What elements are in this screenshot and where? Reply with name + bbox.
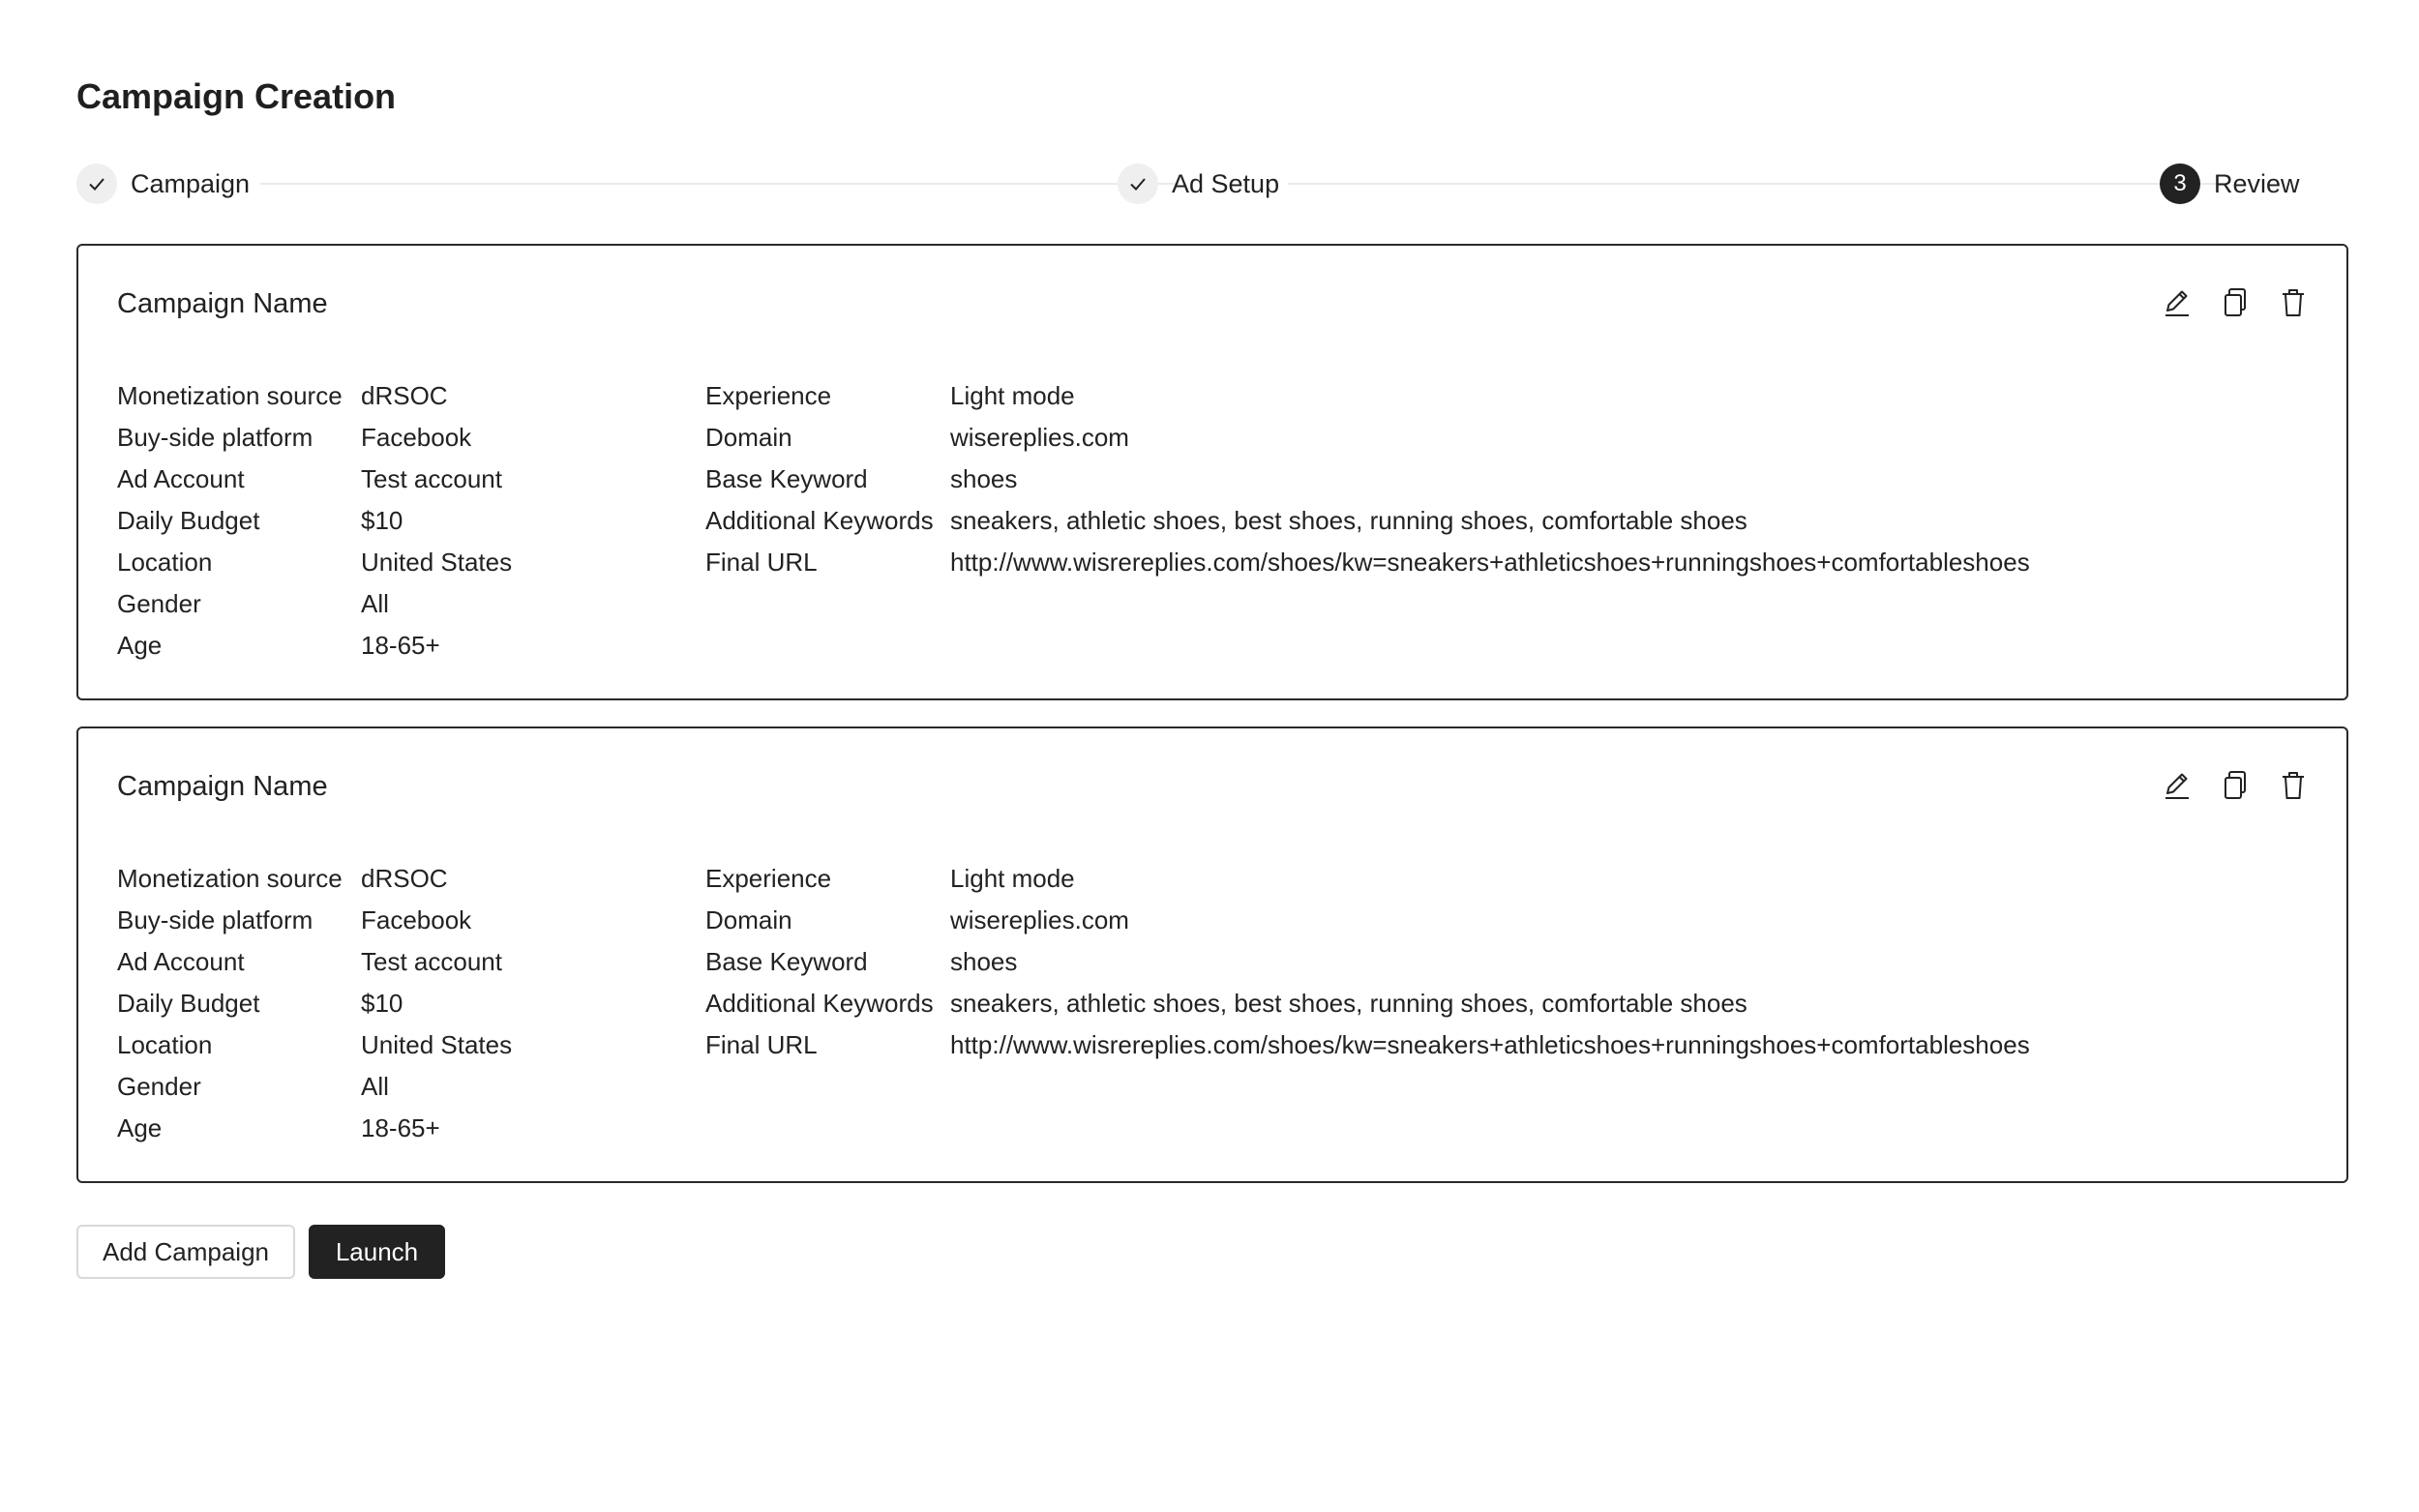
detail-label: Ad Account [117,947,245,976]
detail-label: Daily Budget [117,506,260,535]
trash-icon[interactable] [2277,284,2310,321]
detail-label: Base Keyword [705,464,868,493]
detail-value: United States [361,1030,513,1059]
detail-value: Facebook [361,905,472,934]
detail-label: Gender [117,589,201,618]
detail-value: Facebook [361,423,472,452]
detail-value: $10 [361,989,403,1018]
detail-label: Final URL [705,548,818,577]
step-ad-setup[interactable] [1118,163,1279,205]
step-campaign[interactable] [76,163,250,205]
detail-label: Experience [705,381,832,410]
detail-label: Experience [705,864,832,893]
pencil-icon[interactable] [2161,767,2194,804]
card-actions [2161,767,2310,804]
detail-value: 18-65+ [361,1113,440,1142]
detail-value: Test account [361,947,502,976]
detail-label: Buy-side platform [117,423,314,452]
campaign-name: Campaign Name [117,771,328,802]
detail-value: wisereplies.com [950,905,1129,934]
detail-label: Location [117,1030,213,1059]
add-campaign-button[interactable]: Add Campaign [76,1225,295,1279]
detail-value: wisereplies.com [950,423,1129,452]
step-label: Review [2214,169,2300,198]
detail-label: Ad Account [117,464,245,493]
card-actions [2161,284,2310,321]
step-review[interactable] [2160,163,2300,205]
detail-label: Additional Keywords [705,506,934,535]
detail-value: All [361,1072,389,1101]
detail-label: Domain [705,423,792,452]
campaign-name: Campaign Name [117,288,328,319]
launch-button[interactable]: Launch [309,1225,445,1279]
detail-label: Age [117,631,163,660]
detail-value: Test account [361,464,502,493]
detail-value: sneakers, athletic shoes, best shoes, running shoes, comfortable shoes [950,506,1747,535]
detail-value: Light mode [950,864,1075,893]
detail-value: $10 [361,506,403,535]
detail-value: 18-65+ [361,631,440,660]
campaign-card [76,244,2348,700]
trash-icon[interactable] [2277,767,2310,804]
copy-icon[interactable] [2219,767,2252,804]
copy-icon[interactable] [2219,284,2252,321]
detail-label: Gender [117,1072,201,1101]
detail-value: Light mode [950,381,1075,410]
detail-label: Final URL [705,1030,818,1059]
detail-value: sneakers, athletic shoes, best shoes, running shoes, comfortable shoes [950,989,1747,1018]
detail-value: shoes [950,947,1018,976]
step-label: Campaign [131,169,251,198]
step-number-badge: 3 [2160,163,2200,204]
detail-label: Domain [705,905,792,934]
pencil-icon[interactable] [2161,284,2194,321]
detail-label: Daily Budget [117,989,260,1018]
detail-value: dRSOC [361,381,448,410]
step-campaign-check-icon [76,163,117,204]
page-title: Campaign Creation [76,76,397,116]
detail-value: http://www.wisrereplies.com/shoes/kw=sneakers+athleticshoes+runningshoes+comfortableshoes [950,548,2030,577]
detail-value: dRSOC [361,864,448,893]
detail-value: United States [361,548,513,577]
step-label: Ad Setup [1172,169,1280,198]
detail-label: Age [117,1113,163,1142]
step-connector [1288,183,2223,185]
detail-label: Base Keyword [705,947,868,976]
step-ad-setup-check-icon [1118,163,1158,204]
detail-value: All [361,589,389,618]
detail-label: Additional Keywords [705,989,934,1018]
detail-value: http://www.wisrereplies.com/shoes/kw=sneakers+athleticshoes+runningshoes+comfortableshoes [950,1030,2030,1059]
step-connector [260,183,1180,185]
detail-label: Monetization source [117,864,343,893]
detail-label: Buy-side platform [117,905,314,934]
detail-label: Location [117,548,213,577]
stepper [76,163,2348,205]
detail-label: Monetization source [117,381,343,410]
detail-value: shoes [950,464,1018,493]
campaign-card [76,726,2348,1183]
